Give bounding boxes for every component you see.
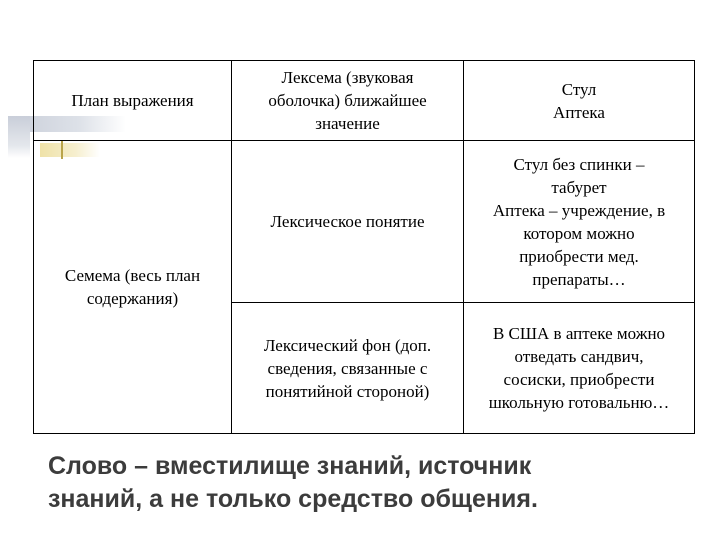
table-cell-lexical-concept <box>232 141 464 303</box>
table-cell-concept-examples <box>464 141 695 303</box>
cell-text: Лексическое понятие <box>270 212 425 231</box>
table-cell-lexeme <box>232 61 464 141</box>
decorative-bar-vertical <box>8 116 30 158</box>
semantics-table <box>33 60 695 434</box>
table-row <box>34 61 695 141</box>
cell-text: Семема (весь план содержания) <box>64 266 201 308</box>
table-cell-lexical-background <box>232 303 464 434</box>
footer-statement <box>48 450 698 516</box>
cell-text: Стул без спинки – табурет Аптека – учреждение, в котором можно приобрести мед. препараты… <box>492 154 666 289</box>
table-cell-lexeme-examples <box>464 61 695 141</box>
cell-text: План выражения <box>71 91 194 110</box>
footer-text: Слово – вместилище знаний, источник знаний, а не только средство общения. <box>48 452 538 513</box>
cell-text: Лексический фон (доп. сведения, связанные с понятийной стороной) <box>263 335 432 401</box>
table-cell-background-examples <box>464 303 695 434</box>
table-cell-sememe <box>34 141 232 434</box>
cell-text: Стул Аптека <box>553 79 605 122</box>
table-cell-expression-plan <box>34 61 232 141</box>
table-row <box>34 141 695 303</box>
cell-text: В США в аптеке можно отведать сандвич, сосиски, приобрести школьную готовальню… <box>488 324 670 412</box>
cell-text: Лексема (звуковая оболочка) ближайшее значение <box>268 68 427 133</box>
